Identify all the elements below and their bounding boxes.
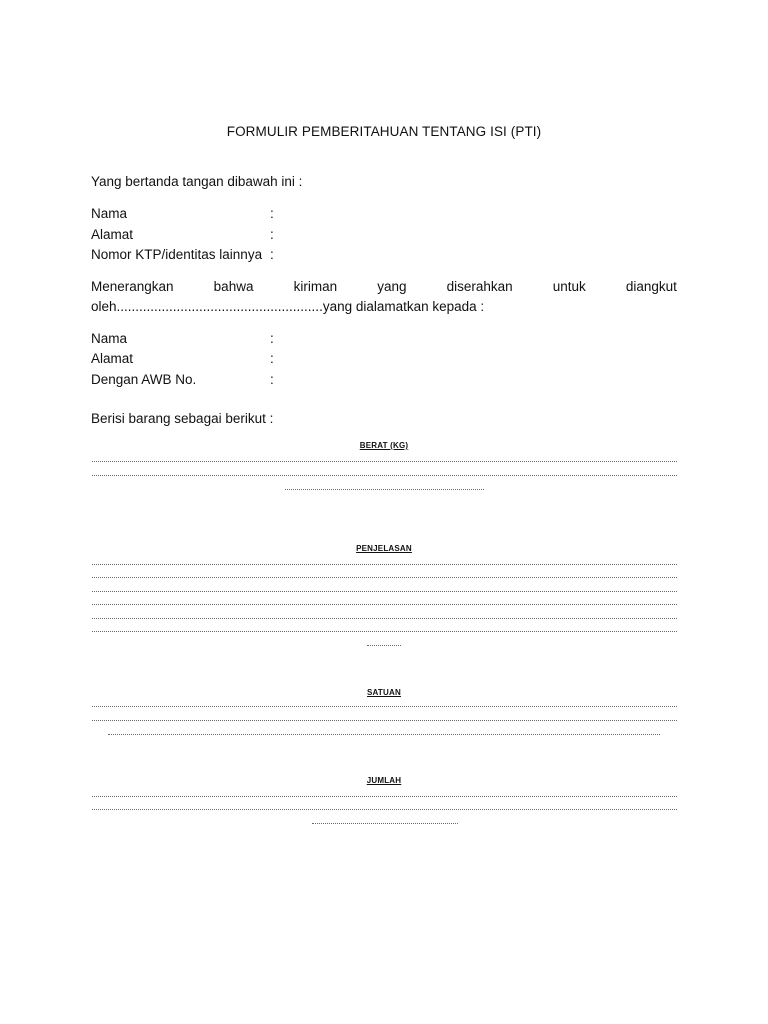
statement-word: untuk — [552, 279, 586, 294]
recipient-alamat-label: Alamat — [91, 351, 134, 366]
recipient-nama-label: Nama — [91, 331, 128, 346]
section-heading-jumlah: JUMLAH — [366, 776, 402, 785]
dotted-line — [92, 461, 677, 462]
recipient-alamat-colon: : — [270, 351, 274, 366]
dotted-line — [92, 809, 677, 810]
statement-word: diserahkan — [446, 279, 513, 294]
signer-ktp-colon: : — [270, 247, 274, 262]
signer-alamat-colon: : — [270, 227, 274, 242]
intro-text: Yang bertanda tangan dibawah ini : — [91, 174, 303, 189]
recipient-nama-colon: : — [270, 331, 274, 346]
statement-line-1 — [91, 279, 677, 294]
recipient-awb-label: Dengan AWB No. — [91, 372, 197, 387]
dotted-line — [92, 591, 677, 592]
signer-nama-label: Nama — [91, 206, 128, 221]
section-heading-penjelasan: PENJELASAN — [356, 544, 412, 553]
section-heading-satuan: SATUAN — [367, 688, 401, 697]
dotted-line — [92, 796, 677, 797]
signer-ktp-label: Nomor KTP/identitas lainnya — [91, 247, 263, 262]
contents-intro: Berisi barang sebagai berikut : — [91, 411, 274, 426]
statement-word: kiriman — [293, 279, 338, 294]
dotted-line — [367, 645, 401, 646]
dotted-line — [92, 604, 677, 605]
dotted-line — [92, 720, 677, 721]
dotted-line — [92, 706, 677, 707]
dotted-line — [108, 734, 660, 735]
dotted-line — [92, 631, 677, 632]
statement-line-2: oleh.......................................................yang dialamatkan kepada : — [91, 299, 485, 314]
form-title: FORMULIR PEMBERITAHUAN TENTANG ISI (PTI) — [226, 124, 542, 139]
dotted-line — [92, 475, 677, 476]
dotted-line — [285, 489, 484, 490]
dotted-line — [92, 618, 677, 619]
signer-nama-colon: : — [270, 206, 274, 221]
statement-word: bahwa — [213, 279, 254, 294]
statement-word: diangkut — [625, 279, 677, 294]
section-heading-berat: BERAT (KG) — [359, 441, 409, 450]
statement-word: Menerangkan — [91, 279, 174, 294]
statement-word: yang — [377, 279, 407, 294]
dotted-line — [312, 823, 458, 824]
dotted-line — [92, 577, 677, 578]
signer-alamat-label: Alamat — [91, 227, 134, 242]
dotted-line — [92, 564, 677, 565]
recipient-awb-colon: : — [270, 372, 274, 387]
